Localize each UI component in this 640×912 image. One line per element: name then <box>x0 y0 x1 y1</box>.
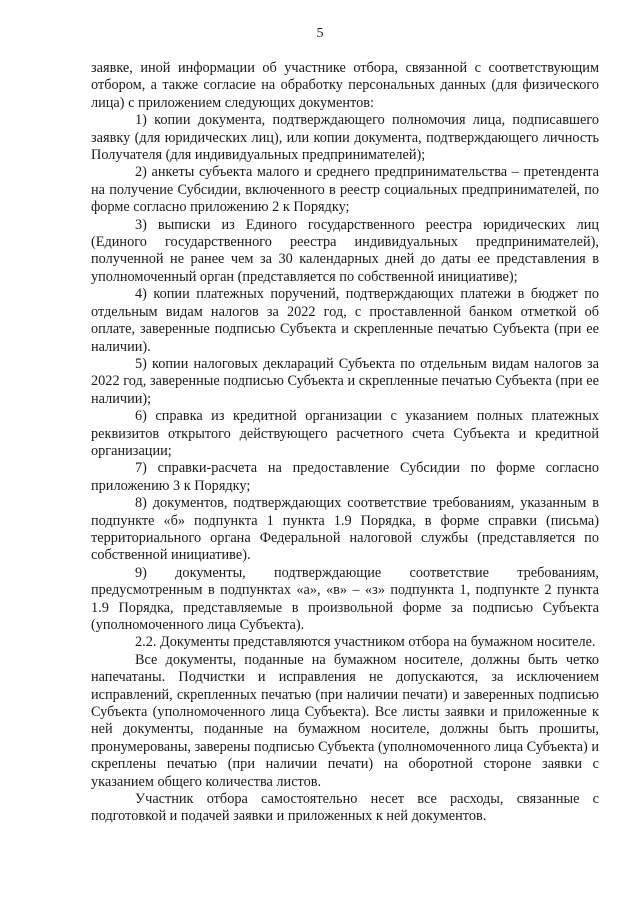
paragraph-item-7: 7) справки-расчета на предоставление Субсидии по форме согласно приложению 3 к Порядку; <box>91 460 599 494</box>
paragraph-paper-requirements: Все документы, поданные на бумажном носителе, должны быть четко напечатаны. Подчистки и исправления не допускаются, за исключением исправлений, скрепленных печатью (при наличии печати) и заверенных подписью Субъекта (уполномоченного лица Субъекта). Все листы заявки и приложенные к ней документы, поданные на бумажном носителе, должны быть прошиты, пронумерованы, заверены подписью Субъекта (уполномоченного лица Субъекта) и скреплены печатью (при наличии печати) на оборотной стороне заявки с указанием общего количества листов. <box>91 651 599 790</box>
paragraph-item-9: 9) документы, подтверждающие соответствие требованиям, предусмотренным в подпунктах «а», «в» – «з» подпункта 1, подпункте 2 пункта 1.9 Порядка, представляемые в произвольной форме за подписью Субъекта (уполномоченного лица Субъекта). <box>91 564 599 633</box>
paragraph-item-8: 8) документов, подтверждающих соответствие требованиям, указанным в подпункте «б» подпункта 1 пункта 1.9 Порядка, в форме справки (письма) территориального органа Федеральной налоговой службы (представляется по собственной инициативе). <box>91 495 599 564</box>
page-number: 5 <box>316 26 324 41</box>
paragraph-expenses: Участник отбора самостоятельно несет все расходы, связанные с подготовкой и подачей заявки и приложенных к ней документов. <box>91 791 599 825</box>
paragraph-section-2-2: 2.2. Документы представляются участником отбора на бумажном носителе. <box>135 634 596 651</box>
paragraph-intro-continuation: заявке, иной информации об участнике отбора, связанной с соответствующим отбором, а также согласие на обработку персональных данных (для физического лица) с приложением следующих документов: <box>91 60 599 111</box>
paragraph-item-5: 5) копии налоговых деклараций Субъекта по отдельным видам налогов за 2022 год, заверенные подписью Субъекта и скрепленные печатью Субъекта (при ее наличии); <box>91 355 599 407</box>
document-body <box>91 60 599 826</box>
paragraph-item-6: 6) справка из кредитной организации с указанием полных платежных реквизитов открытого действующего расчетного счета Субъекта и кредитной организации; <box>91 408 599 459</box>
paragraph-item-3: 3) выписки из Единого государственного реестра юридических лиц (Единого государственного реестра индивидуальных предпринимателей), полученной не ранее чем за 30 календарных дней до даты ее представления в уполномоченный орган (представляется по собственной инициативе); <box>91 216 599 285</box>
paragraph-item-4: 4) копии платежных поручений, подтверждающих платежи в бюджет по отдельным видам налогов за 2022 год, с проставленной банком отметкой об оплате, заверенные подписью Субъекта и скрепленные печатью Субъекта (при ее наличии). <box>91 286 599 355</box>
paragraph-item-2: 2) анкеты субъекта малого и среднего предпринимательства – претендента на получение Субсидии, включенного в реестр социальных предпринимателей, по форме согласно приложению 2 к Порядку; <box>91 164 599 216</box>
paragraph-item-1: 1) копии документа, подтверждающего полномочия лица, подписавшего заявку (для юридических лиц), или копии документа, подтверждающего личность Получателя (для индивидуальных предпринимателей); <box>91 112 599 164</box>
